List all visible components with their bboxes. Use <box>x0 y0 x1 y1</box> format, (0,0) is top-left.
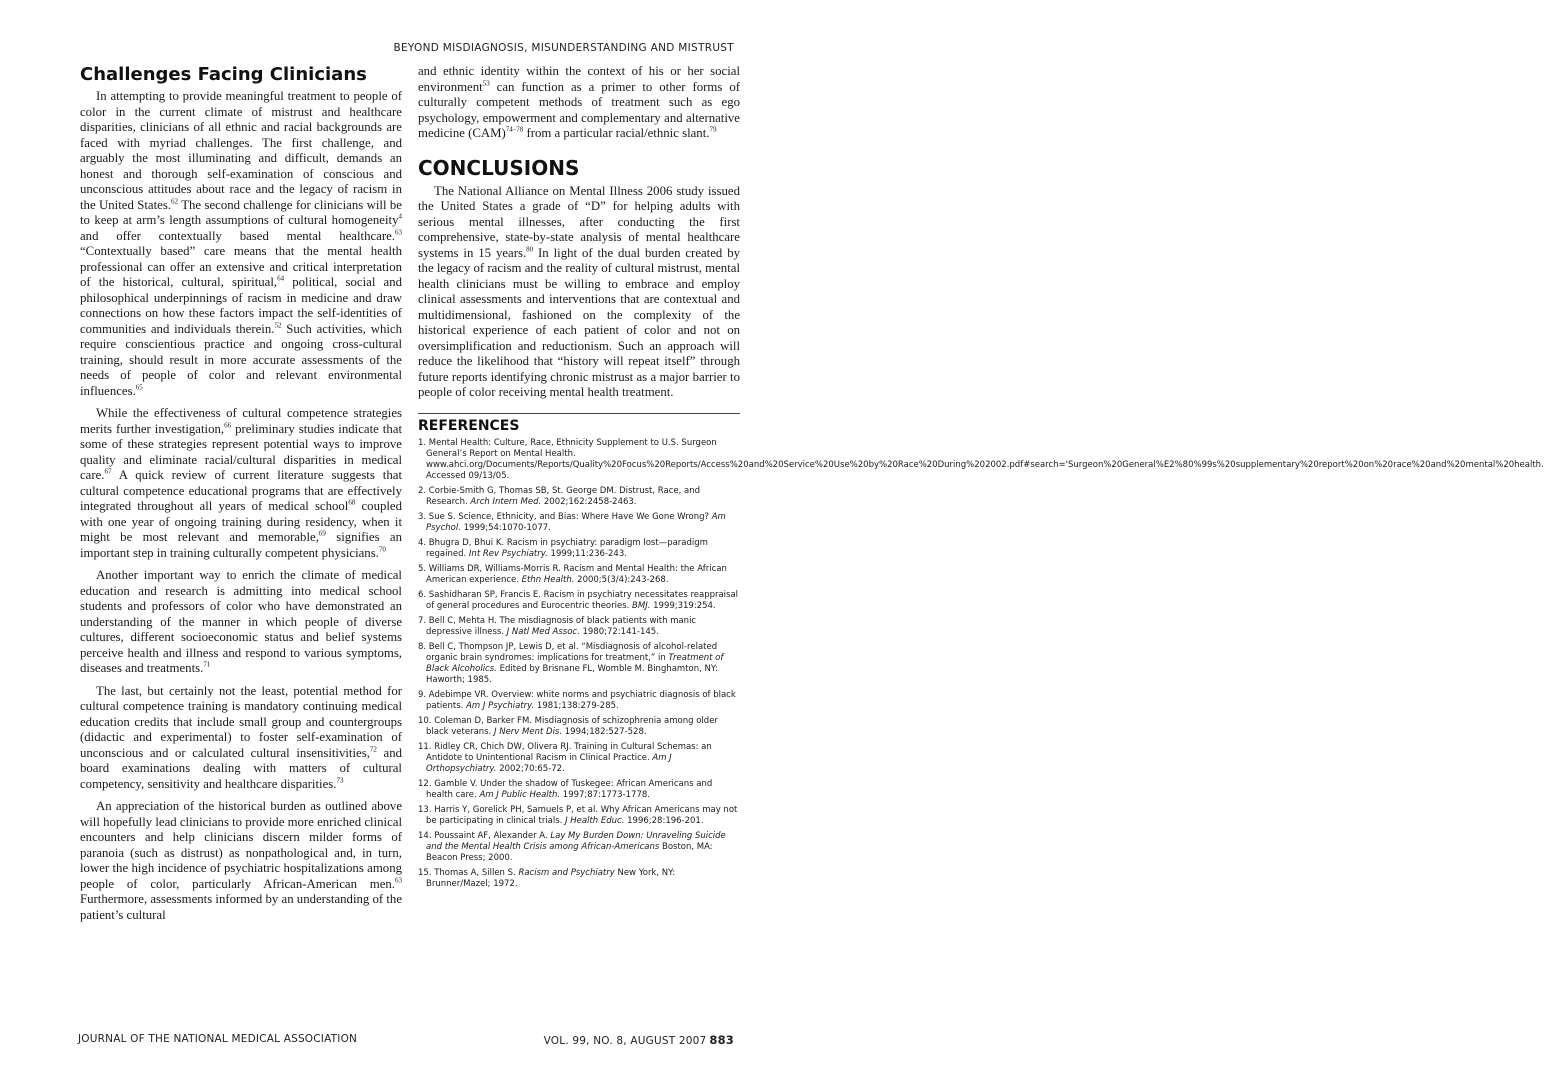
text-run: New York, NY: Brunner/Mazel; 1972. <box>426 867 676 889</box>
issue-info: VOL. 99, NO. 8, AUGUST 2007 <box>543 1035 707 1047</box>
citation-superscript: 63 <box>395 228 402 237</box>
citation-superscript: 73 <box>336 776 344 785</box>
text-run: 14. Poussaint AF, Alexander A. <box>418 830 551 841</box>
text-run: 6. Sashidharan SP, Francis E. Racism in psychiatry necessitates reappraisal of general procedures and Eurocentric theories. <box>418 589 739 611</box>
text-run: 12. Gamble V. Under the shadow of Tuskegee: African Americans and health care. <box>418 778 713 800</box>
body-paragraph <box>80 568 402 677</box>
citation-superscript: 70 <box>378 545 386 554</box>
text-run: Such activities, which require conscientious practice and ongoing cross-cultural training, should result in more accurate assessments of the needs of people of color and relevant environmental influences. <box>80 321 402 398</box>
text-run: In attempting to provide meaningful treatment to people of color in the current climate of mistrust and healthcare disparities, clinicians of all ethnic and racial backgrounds are faced with myriad challenges. The first challenge, and arguably the most illuminating and difficult, demands an honest and thorough self-examination of conscious and unconscious attitudes about race and the legacy of racism in the United States. <box>80 89 402 212</box>
text-run: 4. Bhugra D, Bhui K. Racism in psychiatry: paradigm lost—paradigm regained. <box>418 537 708 559</box>
citation-superscript: 74–78 <box>505 125 524 134</box>
journal-title: Am J Psychiatry. <box>466 700 535 711</box>
body-paragraph <box>80 89 402 399</box>
references-divider <box>418 413 740 414</box>
text-run: 1996;28:196-201. <box>624 815 704 826</box>
text-run: 1999;319:254. <box>650 600 716 611</box>
text-run: and board examinations dealing with matters of cultural competency, sensitivity and healthcare disparities. <box>80 745 402 791</box>
journal-title: Treatment of Black Alcoholics. <box>426 652 724 674</box>
citation-superscript: 63 <box>395 876 402 885</box>
journal-title: J Nerv Ment Dis. <box>494 726 563 737</box>
section-heading-conclusions: CONCLUSIONS <box>418 155 580 180</box>
text-run: 7. Bell C, Mehta H. The misdiagnosis of black patients with manic depressive illness. <box>418 615 697 637</box>
text-run: 2002;70:65-72. <box>496 763 565 774</box>
reference-item <box>418 590 740 612</box>
text-run: political, social and philosophical underpinnings of racism in medicine and draw connections on how these factors impact the self-identities of communities and individuals therein. <box>80 275 402 336</box>
text-run: The second challenge for clinicians will be to keep at arm’s length assumptions of cultural homogeneity <box>80 197 402 227</box>
text-run: While the effectiveness of cultural competence strategies merits further investigation, <box>80 406 402 436</box>
citation-superscript: 66 <box>224 421 232 430</box>
journal-title: J Natl Med Assoc. <box>506 626 580 637</box>
text-run: 3. Sue S. Science, Ethnicity, and Bias: Where Have We Gone Wrong? <box>418 511 712 522</box>
journal-title: Lay My Burden Down: Unraveling Suicide and the Mental Health Crisis among African-Americans <box>426 830 726 852</box>
text-run: Boston, MA: Beacon Press; 2000. <box>426 841 713 863</box>
text-run: 13. Harris Y, Gorelick PH, Samuels P, et al. Why African Americans may not be participating in clinical trials. <box>418 804 738 826</box>
citation-superscript: 4 <box>398 212 402 221</box>
reference-item <box>418 868 740 890</box>
right-column <box>418 64 1544 894</box>
reference-item <box>418 642 740 686</box>
citation-superscript: 64 <box>277 274 285 283</box>
page-number: 883 <box>709 1033 734 1047</box>
citation-superscript: 67 <box>104 467 112 476</box>
text-run: 1994;182:527-528. <box>562 726 647 737</box>
text-run: In light of the dual burden created by the legacy of racism and the reality of cultural mistrust, mental health clinicians must be willing to embrace and employ clinical assessments and interventions that are contextual and multidimensional, fashioned on the complexity of the historical experience of each patient of color and not on oversimplification and reductionism. Such an approach will reduce the likelihood that “history will repeat itself” through future reports identifying chronic mistrust as a major barrier to people of color receiving mental health treatment. <box>418 245 740 399</box>
citation-superscript: 69 <box>318 529 326 538</box>
continued-paragraph <box>418 64 740 142</box>
text-run: 1981;138:279-285. <box>534 700 619 711</box>
citation-superscript: 52 <box>274 321 282 330</box>
references-list <box>418 437 1544 890</box>
text-run: Edited by Brisnane FL, Womble M. Binghamton, NY: Haworth; 1985. <box>426 663 718 685</box>
text-run: A quick review of current literature suggests that cultural competence educational programs that are effectively integrated throughout all years of medical school <box>80 468 402 513</box>
citation-superscript: 79 <box>709 125 717 134</box>
text-run: Another important way to enrich the climate of medical education and research is admitting into medical school students and professors of color who have demonstrated an understanding of the manner in which people of diverse cultures, different socioeconomic status and belief systems perceive health and illness and respond to various symptoms, diseases and treatments. <box>80 568 402 675</box>
text-run: 8. Bell C, Thompson JP, Lewis D, et al. “Misdiagnosis of alcohol-related organic brain syndromes: implications for treatment,” in <box>418 641 718 663</box>
text-run: The National Alliance on Mental Illness 2006 study issued the United States a grade of “D” for helping adults with serious mental illnesses, after conducting the first comprehensive, state-by-state analysis of mental healthcare systems in 15 years. <box>418 183 740 260</box>
text-run: and offer contextually based mental healthcare. <box>80 228 395 243</box>
reference-item <box>418 742 740 775</box>
text-run: coupled with one year of ongoing training during residency, when it might be most relevant and memorable, <box>80 499 402 544</box>
text-run: 1. Mental Health: Culture, Race, Ethnicity Supplement to U.S. Surgeon General’s Report on Mental Health. www.ahci.org/Documents/Reports/Quality%20Focus%20Reports/Access%20and%20Service%20Use%20by%20Race%20During%202002.pdf#search='Surgeon%20General%E2%80%99s%20supplementary%20report%20on%20race%20and%20mental%20health. Accessed 09/13/05. <box>418 437 1544 481</box>
conclusions-paragraph <box>418 184 740 401</box>
reference-item <box>418 690 740 712</box>
footer-issue <box>544 1033 734 1047</box>
text-run: from a particular racial/ethnic slant. <box>523 126 710 140</box>
reference-item <box>418 512 740 534</box>
citation-superscript: 71 <box>203 660 211 669</box>
text-run: 1980;72:141-145. <box>579 626 659 637</box>
reference-item <box>418 831 740 864</box>
journal-title: Ethn Health. <box>521 574 575 585</box>
text-run: 5. Williams DR, Williams-Morris R. Racism and Mental Health: the African American experience. <box>418 563 727 585</box>
citation-superscript: 72 <box>369 745 377 754</box>
body-paragraph <box>80 684 402 793</box>
reference-item <box>418 779 740 801</box>
section-heading-references: REFERENCES <box>418 417 520 434</box>
text-run: 11. Ridley CR, Chich DW, Olivera RJ. Training in Cultural Schemas: an Antidote to Unintentional Racism in Clinical Practice. <box>418 741 712 763</box>
text-run: 1997;87:1773-1778. <box>560 789 650 800</box>
left-column <box>80 64 402 930</box>
body-paragraph <box>80 406 402 561</box>
reference-item <box>418 616 740 638</box>
citation-superscript: 68 <box>348 498 356 507</box>
text-run: preliminary studies indicate that some of these strategies represent potential ways to improve quality and eliminate racial/cultural disparities in medical care. <box>80 421 402 482</box>
text-run: “Contextually based” care means that the mental health professional can offer an extensive and critical interpretation of the historical, cultural, spiritual, <box>80 244 402 289</box>
journal-title: Racism and Psychiatry <box>518 867 615 878</box>
text-run: can function as a primer to other forms of culturally competent methods of treatment such as ego psychology, empowerment and complementary and alternative medicine (CAM) <box>418 79 740 140</box>
text-run: signifies an important step in training culturally competent physicians. <box>80 530 402 560</box>
text-run: 9. Adebimpe VR. Overview: white norms and psychiatric diagnosis of black patients. <box>418 689 736 711</box>
text-run: 2002;162:2458-2463. <box>541 496 637 507</box>
body-paragraph <box>80 799 402 923</box>
text-run: 2. Corbie-Smith G, Thomas SB, St. George DM. Distrust, Race, and Research. <box>418 485 701 507</box>
text-run: 2000;5(3/4):243-268. <box>574 574 669 585</box>
journal-title: J Health Educ. <box>565 815 625 826</box>
reference-item <box>418 805 740 827</box>
journal-title: Int Rev Psychiatry. <box>468 548 548 559</box>
text-run: An appreciation of the historical burden as outlined above will hopefully lead clinicians to provide more enriched clinical encounters and help clinicians discern milder forms of paranoia (such as distrust) as nonpathological and, in turn, lower the high incidence of psychiatric hospitalizations among people of color, particularly African-American men. <box>80 799 402 891</box>
journal-title: Am J Public Health. <box>479 789 561 800</box>
reference-item <box>418 486 740 508</box>
journal-title: Am Psychol. <box>426 511 726 533</box>
citation-superscript: 62 <box>171 197 179 206</box>
section-heading-challenges: Challenges Facing Clinicians <box>80 64 367 85</box>
footer-journal: JOURNAL OF THE NATIONAL MEDICAL ASSOCIATION <box>78 1033 358 1045</box>
running-head: BEYOND MISDIAGNOSIS, MISUNDERSTANDING AND MISTRUST <box>393 42 734 54</box>
citation-superscript: 65 <box>135 383 143 392</box>
reference-item <box>418 437 1544 482</box>
text-run: 10. Coleman D, Barker FM. Misdiagnosis of schizophrenia among older black veterans. <box>418 715 718 737</box>
text-run: 15. Thomas A, Sillen S. <box>418 867 519 878</box>
text-run: and ethnic identity within the context of his or her social environment <box>418 64 740 94</box>
journal-title: BMJ. <box>632 600 651 611</box>
reference-item <box>418 538 740 560</box>
text-run: Furthermore, assessments informed by an understanding of the patient’s cultural <box>80 892 402 922</box>
citation-superscript: 80 <box>526 245 534 254</box>
text-run: 1999;54:1070-1077. <box>460 522 551 533</box>
reference-item <box>418 716 740 738</box>
journal-title: Arch Intern Med. <box>470 496 542 507</box>
reference-item <box>418 564 740 586</box>
journal-title: Am J Orthopsychiatry. <box>426 752 672 774</box>
text-run: 1999;11:236-243. <box>547 548 627 559</box>
citation-superscript: 53 <box>482 79 490 88</box>
text-run: The last, but certainly not the least, potential method for cultural competence training is mandatory continuing medical education credits that include small group and countergroups (didactic and experimental) to foster self-examination of unconscious and or calculated cultural insensitivities, <box>80 683 402 760</box>
